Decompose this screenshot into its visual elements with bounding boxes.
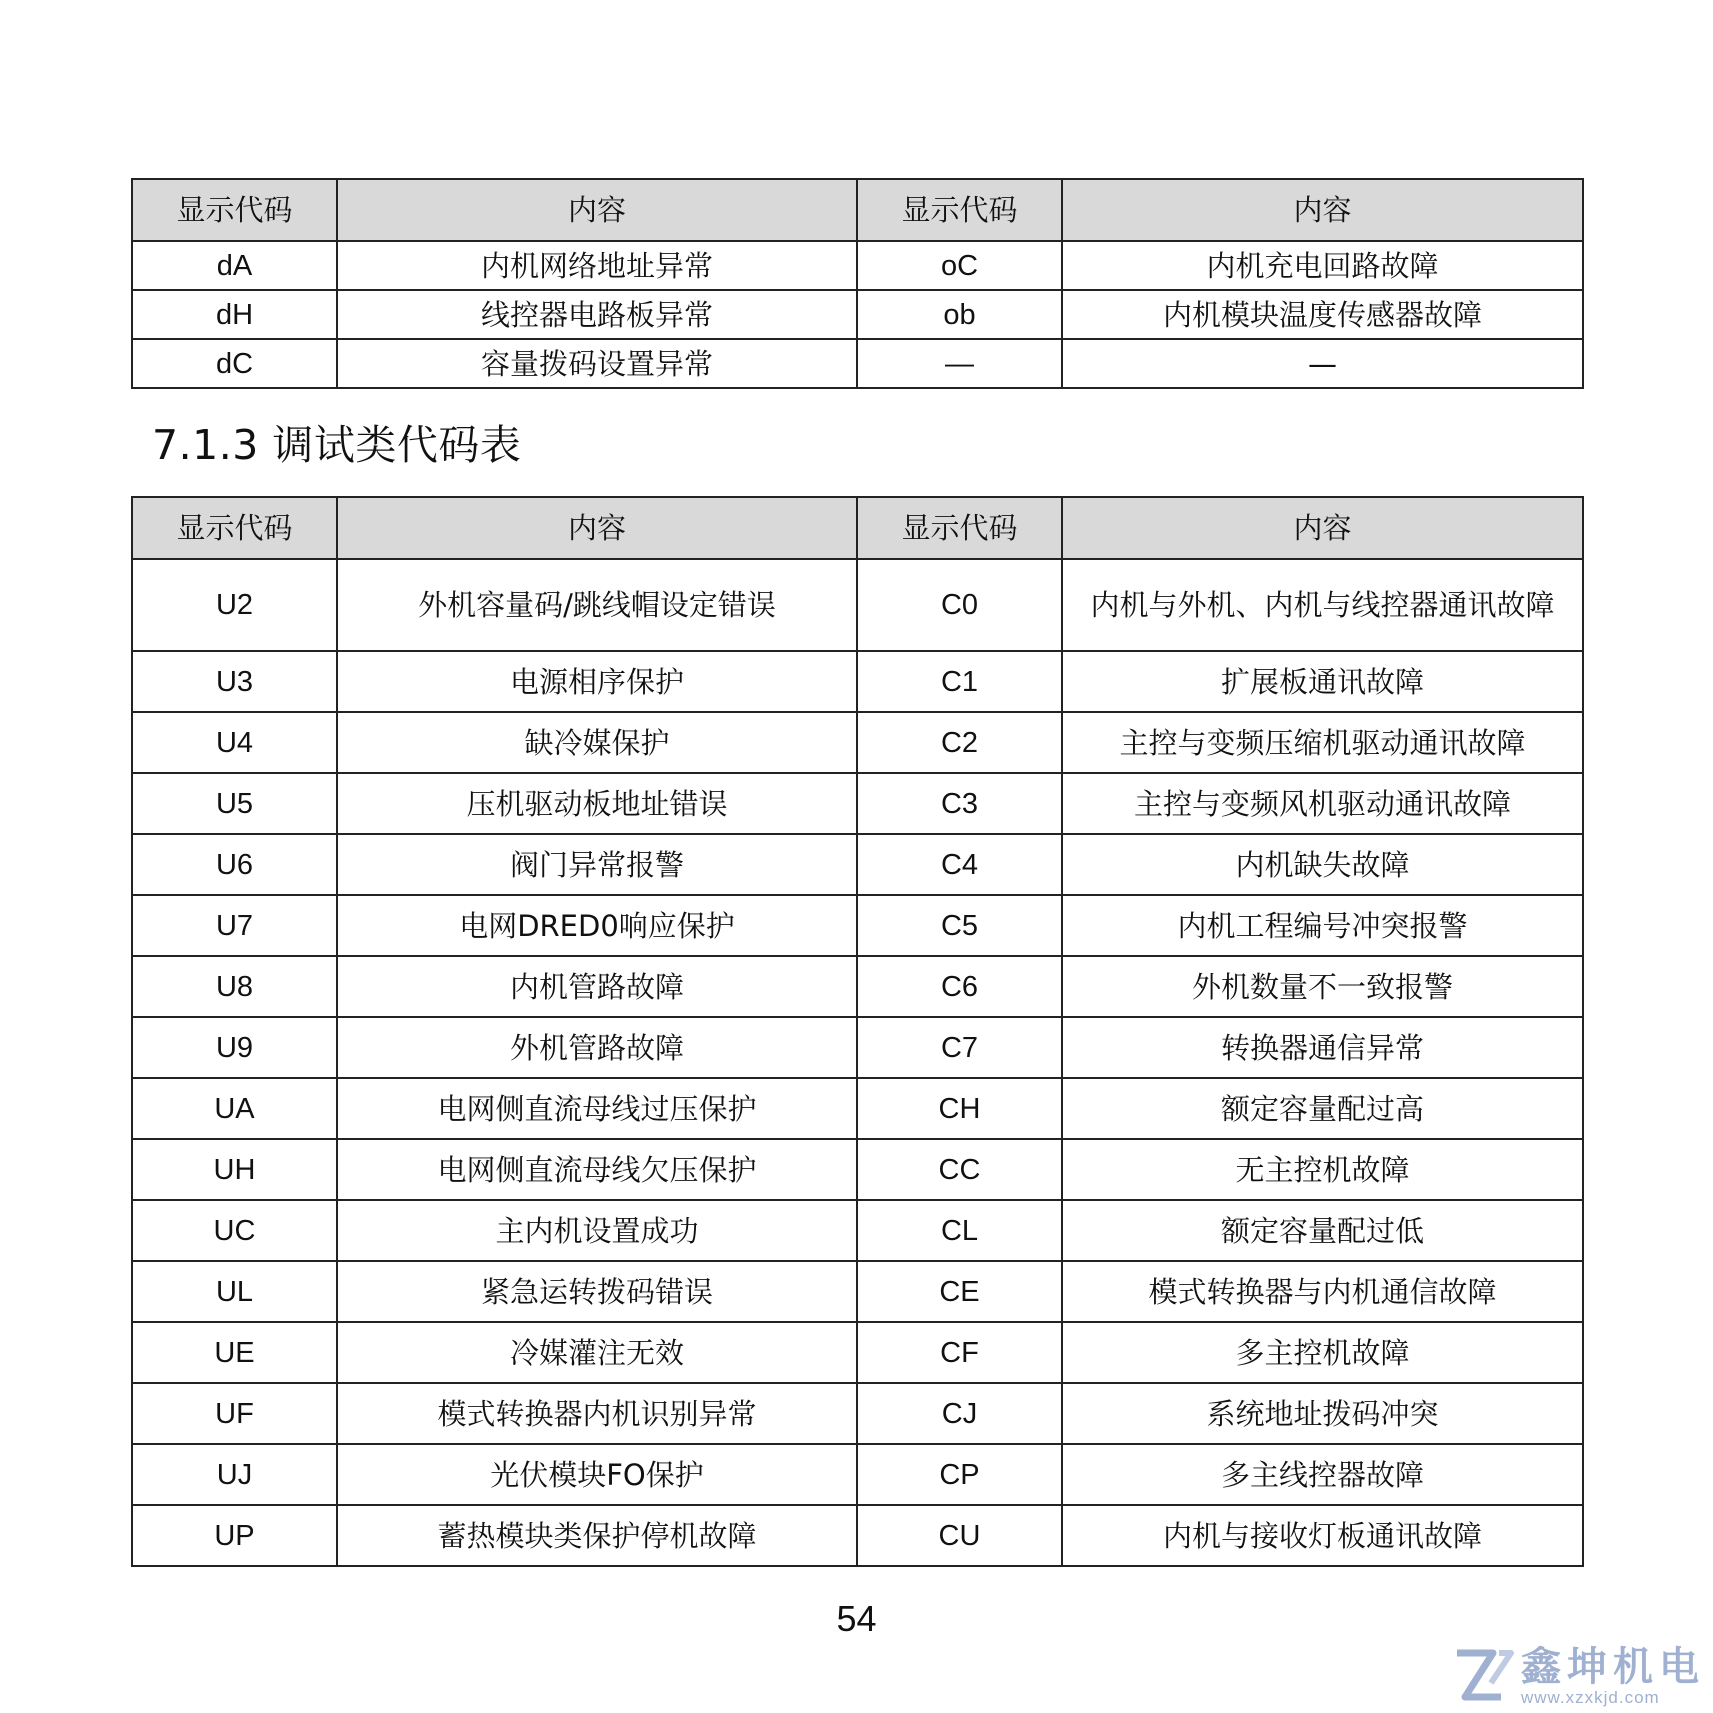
content-cell: 主内机设置成功 — [337, 1200, 857, 1261]
code-cell: oC — [857, 241, 1062, 290]
code-cell: CH — [857, 1078, 1062, 1139]
content-cell: 蓄热模块类保护停机故障 — [337, 1505, 857, 1566]
code-cell: CP — [857, 1444, 1062, 1505]
header-content-2: 内容 — [1062, 497, 1583, 559]
watermark-brand-name: 鑫坤机电 — [1521, 1644, 1705, 1690]
logo-icon — [1453, 1647, 1515, 1705]
header-code-1: 显示代码 — [132, 497, 337, 559]
header-code-1: 显示代码 — [132, 179, 337, 241]
header-code-2: 显示代码 — [857, 497, 1062, 559]
code-cell: U5 — [132, 773, 337, 834]
code-cell: dA — [132, 241, 337, 290]
content-cell: 多主线控器故障 — [1062, 1444, 1583, 1505]
code-cell: dH — [132, 290, 337, 339]
content-cell: 额定容量配过高 — [1062, 1078, 1583, 1139]
watermark-url: www.xzxkjd.com — [1521, 1688, 1660, 1707]
code-cell: C2 — [857, 712, 1062, 773]
content-cell: 内机与接收灯板通讯故障 — [1062, 1505, 1583, 1566]
code-cell: C6 — [857, 956, 1062, 1017]
code-cell: U9 — [132, 1017, 337, 1078]
code-cell: C7 — [857, 1017, 1062, 1078]
content-cell: 电网侧直流母线过压保护 — [337, 1078, 857, 1139]
content-cell: — — [1062, 339, 1583, 388]
header-content-2: 内容 — [1062, 179, 1583, 241]
code-cell: UF — [132, 1383, 337, 1444]
table-row — [132, 1139, 1583, 1200]
code-cell: UH — [132, 1139, 337, 1200]
code-cell: CC — [857, 1139, 1062, 1200]
content-cell: 紧急运转拨码错误 — [337, 1261, 857, 1322]
code-cell: U6 — [132, 834, 337, 895]
header-content-1: 内容 — [337, 179, 857, 241]
content-cell: 内机管路故障 — [337, 956, 857, 1017]
content-cell: 电源相序保护 — [337, 651, 857, 712]
content-cell: 模式转换器内机识别异常 — [337, 1383, 857, 1444]
code-cell: C4 — [857, 834, 1062, 895]
code-cell: CF — [857, 1322, 1062, 1383]
debug-code-table — [131, 496, 1584, 1567]
code-cell: U7 — [132, 895, 337, 956]
code-cell: C3 — [857, 773, 1062, 834]
content-cell: 电网DRED0响应保护 — [337, 895, 857, 956]
code-cell: C5 — [857, 895, 1062, 956]
header-content-1: 内容 — [337, 497, 857, 559]
table-row — [132, 1322, 1583, 1383]
section-title: 7.1.3 调试类代码表 — [152, 421, 522, 469]
code-cell: C0 — [857, 559, 1062, 651]
content-cell: 阀门异常报警 — [337, 834, 857, 895]
content-cell: 主控与变频风机驱动通讯故障 — [1062, 773, 1583, 834]
content-cell: 线控器电路板异常 — [337, 290, 857, 339]
table-row — [132, 290, 1583, 339]
table-row — [132, 834, 1583, 895]
code-cell: CU — [857, 1505, 1062, 1566]
table-row — [132, 241, 1583, 290]
code-cell: UJ — [132, 1444, 337, 1505]
watermark — [1453, 1645, 1705, 1707]
content-cell: 内机与外机、内机与线控器通讯故障 — [1062, 559, 1583, 651]
code-cell: UP — [132, 1505, 337, 1566]
page-number: 54 — [836, 1598, 877, 1639]
table-row — [132, 559, 1583, 651]
table-row — [132, 1078, 1583, 1139]
content-cell: 无主控机故障 — [1062, 1139, 1583, 1200]
content-cell: 主控与变频压缩机驱动通讯故障 — [1062, 712, 1583, 773]
code-cell: — — [857, 339, 1062, 388]
content-cell: 模式转换器与内机通信故障 — [1062, 1261, 1583, 1322]
table-row — [132, 1017, 1583, 1078]
content-cell: 电网侧直流母线欠压保护 — [337, 1139, 857, 1200]
code-cell: ob — [857, 290, 1062, 339]
code-cell: U8 — [132, 956, 337, 1017]
content-cell: 内机缺失故障 — [1062, 834, 1583, 895]
code-cell: CJ — [857, 1383, 1062, 1444]
table-row — [132, 1505, 1583, 1566]
header-code-2: 显示代码 — [857, 179, 1062, 241]
table-row — [132, 773, 1583, 834]
content-cell: 转换器通信异常 — [1062, 1017, 1583, 1078]
code-cell: UL — [132, 1261, 337, 1322]
content-cell: 内机模块温度传感器故障 — [1062, 290, 1583, 339]
table-row — [132, 956, 1583, 1017]
table-row — [132, 1444, 1583, 1505]
table-row — [132, 1261, 1583, 1322]
code-cell: U4 — [132, 712, 337, 773]
code-cell: CE — [857, 1261, 1062, 1322]
code-cell: UC — [132, 1200, 337, 1261]
code-cell: dC — [132, 339, 337, 388]
table-row — [132, 1200, 1583, 1261]
content-cell: 外机容量码/跳线帽设定错误 — [337, 559, 857, 651]
content-cell: 外机管路故障 — [337, 1017, 857, 1078]
content-cell: 光伏模块FO保护 — [337, 1444, 857, 1505]
code-cell: U2 — [132, 559, 337, 651]
table-row — [132, 651, 1583, 712]
table-row — [132, 339, 1583, 388]
content-cell: 压机驱动板地址错误 — [337, 773, 857, 834]
content-cell: 多主控机故障 — [1062, 1322, 1583, 1383]
content-cell: 容量拨码设置异常 — [337, 339, 857, 388]
code-cell: C1 — [857, 651, 1062, 712]
table-header-row — [132, 179, 1583, 241]
code-cell: CL — [857, 1200, 1062, 1261]
table-row — [132, 712, 1583, 773]
content-cell: 外机数量不一致报警 — [1062, 956, 1583, 1017]
content-cell: 内机网络地址异常 — [337, 241, 857, 290]
content-cell: 扩展板通讯故障 — [1062, 651, 1583, 712]
fault-code-table-top — [131, 178, 1584, 389]
code-cell: UE — [132, 1322, 337, 1383]
content-cell: 系统地址拨码冲突 — [1062, 1383, 1583, 1444]
content-cell: 缺冷媒保护 — [337, 712, 857, 773]
content-cell: 额定容量配过低 — [1062, 1200, 1583, 1261]
table-header-row — [132, 497, 1583, 559]
content-cell: 内机充电回路故障 — [1062, 241, 1583, 290]
content-cell: 冷媒灌注无效 — [337, 1322, 857, 1383]
table-row — [132, 895, 1583, 956]
content-cell: 内机工程编号冲突报警 — [1062, 895, 1583, 956]
code-cell: U3 — [132, 651, 337, 712]
code-cell: UA — [132, 1078, 337, 1139]
table-row — [132, 1383, 1583, 1444]
